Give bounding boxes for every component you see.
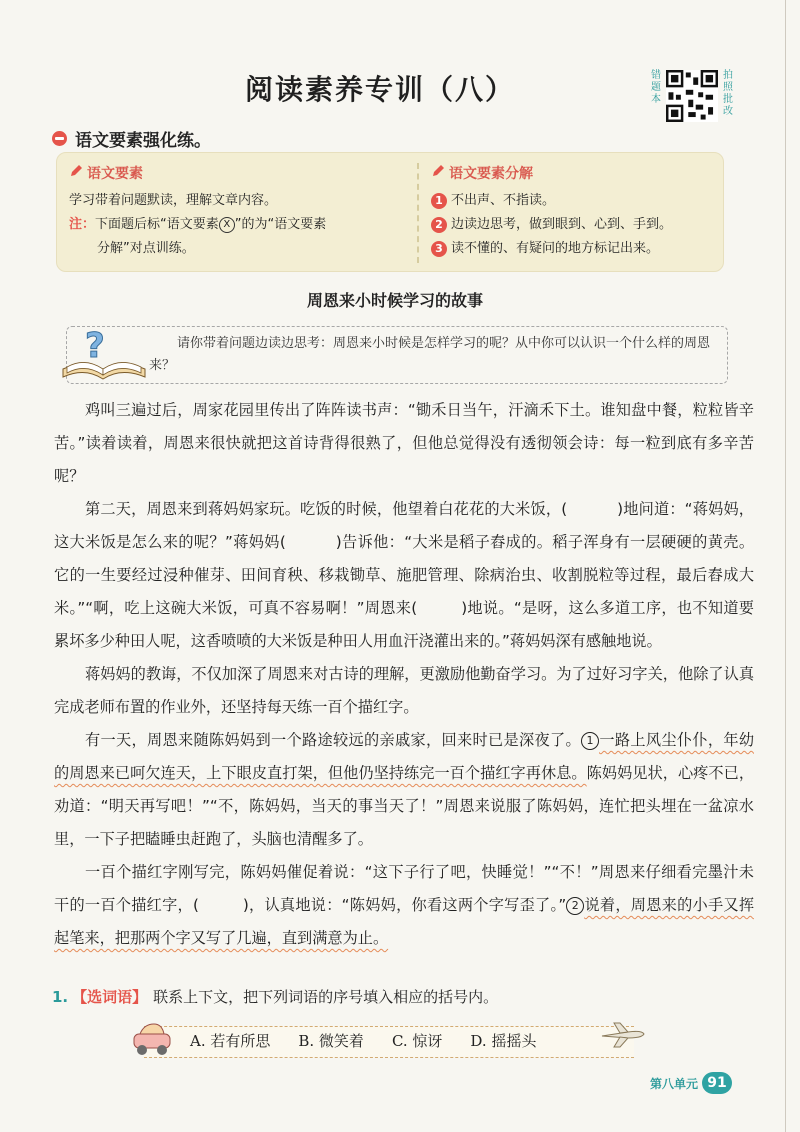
elements-right-heading: [431, 163, 716, 183]
paragraph-3: 蒋妈妈的教诲，不仅加深了周恩来对古诗的理解，更激励他勤奋学习。为了过好习字关，他除了认真完成老师布置的作业外，还坚持每天练一百个描红字。: [54, 665, 754, 716]
book-question-icon: [57, 319, 151, 389]
elements-note: [69, 213, 409, 237]
paragraph-2-a: 第二天，周恩来到蒋妈妈家玩。吃饭的时候，他望着白花花的大米饭，(: [85, 500, 568, 518]
elements-left-line1: 学习带着问题默读，理解文章内容。: [69, 193, 278, 208]
question-tag: 【选词语】: [72, 988, 148, 1006]
note-label: 注：: [69, 217, 96, 232]
box-divider: [417, 163, 419, 263]
paragraph-2-d: )地说。“是呀，这么多道工序，也不知道要累坏多少种田人呢，这香喷喷的大米饭是种田人用血汗浇灌出来的。”蒋妈妈深有感触地说。: [54, 599, 754, 650]
page-edge: [785, 0, 786, 1132]
question-number: 1.: [52, 987, 69, 1006]
circled-marker-2: 2: [566, 897, 584, 915]
pencil-icon: [431, 164, 445, 182]
paragraph-1: 鸡叫三遍过后，周家花园里传出了阵阵读书声：“锄禾日当午，汗滴禾下土。谁知盘中餐，粒粒皆辛苦。”读着读着，周恩来很快就把这首诗背得很熟了，但他总觉得没有透彻领会诗：每一粒到底有多辛苦呢？: [54, 401, 754, 485]
elements-left-heading-text: 语文要素: [87, 166, 143, 182]
question-1: [52, 986, 498, 1007]
option-c[interactable]: C. 惊讶: [391, 1032, 443, 1050]
element-item-text: 不出声、不指读。: [451, 193, 556, 208]
elements-left-heading: [69, 163, 409, 183]
wavy-underlined-sentence-1: 一路上风尘仆仆，年幼的周恩来已呵欠连天，上下眼皮直打架，但他仍坚持练完一百个描红字再休息。: [54, 731, 754, 782]
svg-text:?: ?: [85, 326, 105, 366]
note-text-a: 下面题后标“语文要素: [95, 217, 219, 232]
qr-block[interactable]: [650, 70, 760, 130]
elements-box: [56, 152, 724, 272]
element-item-text: 边读边思考，做到眼到、心到、手到。: [451, 217, 673, 232]
element-item: [431, 237, 716, 261]
paragraph-4-c: 陈妈妈见状，心疼不已，劝道：“明天再写吧！”“不，陈妈妈，当天的事当天了！”周恩来说服了陈妈妈，连忙把头埋在一盆凉水里，一下子把瞌睡虫赶跑了，头脑也清醒多了。: [54, 764, 755, 848]
car-icon: [128, 1022, 176, 1058]
story-title: 周恩来小时候学习的故事: [306, 291, 483, 310]
pencil-icon: [69, 164, 83, 182]
element-item: [431, 189, 716, 213]
wavy-underlined-sentence-2: 说着，周恩来的小手又挥起笔来，把那两个字又写了几遍，直到满意为止。: [54, 896, 754, 947]
element-item-num: 1: [431, 193, 447, 209]
element-item-num: 3: [431, 241, 447, 257]
qr-code-icon[interactable]: [666, 70, 718, 122]
note-text-b: ”的为“语文要素: [234, 217, 327, 232]
option-a[interactable]: A. 若有所思: [190, 1032, 271, 1050]
page-number: 91: [702, 1072, 732, 1094]
paragraph-5: [54, 856, 754, 955]
paragraph-2-b: )地问道：“蒋妈妈，这大米饭是怎么来的呢？”蒋妈妈(: [54, 500, 754, 551]
elements-right-heading-text: 语文要素分解: [449, 166, 533, 182]
element-item-num: 2: [431, 217, 447, 233]
page-footer: [650, 1072, 732, 1094]
qr-left-label: 错题本: [651, 70, 661, 105]
options-list: [190, 1030, 536, 1051]
option-d[interactable]: D. 摇摇头: [470, 1032, 537, 1050]
minus-circle-icon: [52, 131, 67, 146]
question-text: 联系上下文，把下列词语的序号填入相应的括号内。: [153, 988, 499, 1006]
paragraph-5-a: 一百个描红字刚写完，陈妈妈催促着说：“这下子行了吧，快睡觉！”“不！”周恩来仔细看完墨汁未干的一百个描红字，(: [54, 863, 754, 914]
unit-label: 第八单元: [650, 1076, 699, 1091]
option-b[interactable]: B. 微笑着: [298, 1032, 364, 1050]
elements-left: [69, 163, 409, 261]
prompt-text: 请你带着问题边读边思考：周恩来小时候是怎样学习的呢？从中你可以认识一个什么样的周恩来？: [149, 336, 711, 373]
qr-right-label: 拍照批改: [723, 70, 733, 117]
paragraph-4-a: 有一天，周恩来随陈妈妈到一个路途较远的亲戚家，回来时已是深夜了。: [85, 731, 581, 749]
circled-marker-1: 1: [581, 732, 599, 750]
section-heading: [52, 126, 211, 151]
page-title: 阅读素养专训（八）: [244, 73, 515, 106]
element-item: [431, 213, 716, 237]
circled-x-symbol: X: [219, 217, 235, 233]
paragraph-4: [54, 724, 754, 856]
elements-right: [431, 163, 716, 261]
airplane-icon: [598, 1020, 648, 1050]
options-strip: [128, 1020, 648, 1060]
story-body: [54, 394, 754, 955]
section-title: 语文要素强化练。: [75, 131, 211, 151]
paragraph-5-b: )，认真地说：“陈妈妈，你看这两个字写歪了。”: [242, 896, 567, 914]
element-item-text: 读不懂的、有疑问的地方标记出来。: [451, 241, 660, 256]
paragraph-2: [54, 493, 754, 658]
prompt-box: [66, 326, 728, 384]
note-text-c: 分解”对点训练。: [97, 241, 195, 256]
paragraph-2-c: )告诉他：“大米是稻子舂成的。稻子浑身有一层硬硬的黄壳。它的一生要经过浸种催芽、田间育秧、移栽锄草、施肥管理、除病治虫、收割脱粒等过程，最后舂成大米。”“啊，吃上这碗大米饭，可真不容易啊！”周恩来(: [54, 533, 755, 617]
